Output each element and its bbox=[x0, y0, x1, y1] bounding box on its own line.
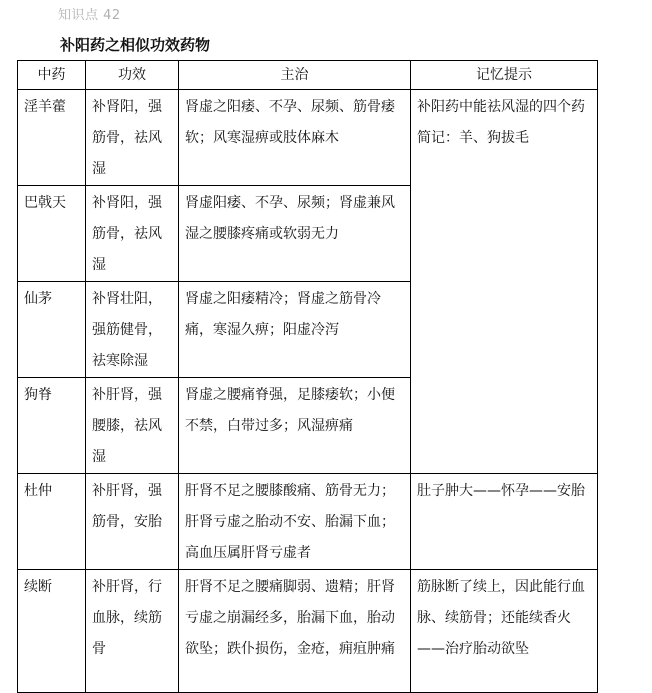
indication-cell: 肝肾不足之腰膝酸痛、筋骨无力；肝肾亏虚之胎动不安、胎漏下血；高血压属肝肾亏虚者 bbox=[179, 474, 411, 570]
effect-cell: 补肝肾，强腰膝，祛风湿 bbox=[86, 378, 179, 474]
effect-cell: 补肝肾，行血脉，续筋骨 bbox=[86, 570, 179, 693]
header-memo: 记忆提示 bbox=[411, 61, 598, 90]
herb-comparison-table bbox=[17, 60, 598, 693]
knowledge-point-label: 知识点 42 bbox=[58, 8, 121, 23]
effect-cell: 补肾阳，强筋骨，祛风湿 bbox=[86, 186, 179, 282]
memo-cell-group: 补阳药中能祛风湿的四个药简记：羊、狗拔毛 bbox=[411, 90, 598, 474]
herb-name-cell: 仙茅 bbox=[18, 282, 86, 378]
table-row bbox=[18, 90, 598, 186]
effect-cell: 补肝肾，强筋骨，安胎 bbox=[86, 474, 179, 570]
memo-cell-xu-duan: 筋脉断了续上，因此能行血脉、续筋骨；还能续香火——治疗胎动欲坠 bbox=[411, 570, 598, 693]
memo-cell-du-zhong: 肚子肿大——怀孕——安胎 bbox=[411, 474, 598, 570]
indication-cell: 肾虚阳痿、不孕、尿频；肾虚兼风湿之腰膝疼痛或软弱无力 bbox=[179, 186, 411, 282]
herb-name-cell: 杜仲 bbox=[18, 474, 86, 570]
effect-cell: 补肾壮阳，强筋健骨，祛寒除湿 bbox=[86, 282, 179, 378]
indication-cell: 肾虚之阳痿、不孕、尿频、筋骨痿软；风寒湿痹或肢体麻木 bbox=[179, 90, 411, 186]
herb-name-cell: 淫羊藿 bbox=[18, 90, 86, 186]
section-title: 补阳药之相似功效药物 bbox=[60, 36, 211, 54]
table-row bbox=[18, 570, 598, 693]
table-row bbox=[18, 474, 598, 570]
effect-cell: 补肾阳，强筋骨，祛风湿 bbox=[86, 90, 179, 186]
header-effect: 功效 bbox=[86, 61, 179, 90]
herb-name-cell: 巴戟天 bbox=[18, 186, 86, 282]
header-indication: 主治 bbox=[179, 61, 411, 90]
indication-cell: 肝肾不足之腰痛脚弱、遗精；肝肾亏虚之崩漏经多，胎漏下血，胎动欲坠；跌仆损伤，金疮，痈疽肿痛 bbox=[179, 570, 411, 693]
table-header-row bbox=[18, 61, 598, 90]
herb-name-cell: 狗脊 bbox=[18, 378, 86, 474]
indication-cell: 肾虚之腰痛脊强，足膝痿软；小便不禁，白带过多；风湿痹痛 bbox=[179, 378, 411, 474]
indication-cell: 肾虚之阳痿精冷；肾虚之筋骨冷痛，寒湿久痹；阳虚冷泻 bbox=[179, 282, 411, 378]
herb-name-cell: 续断 bbox=[18, 570, 86, 693]
header-herb: 中药 bbox=[18, 61, 86, 90]
